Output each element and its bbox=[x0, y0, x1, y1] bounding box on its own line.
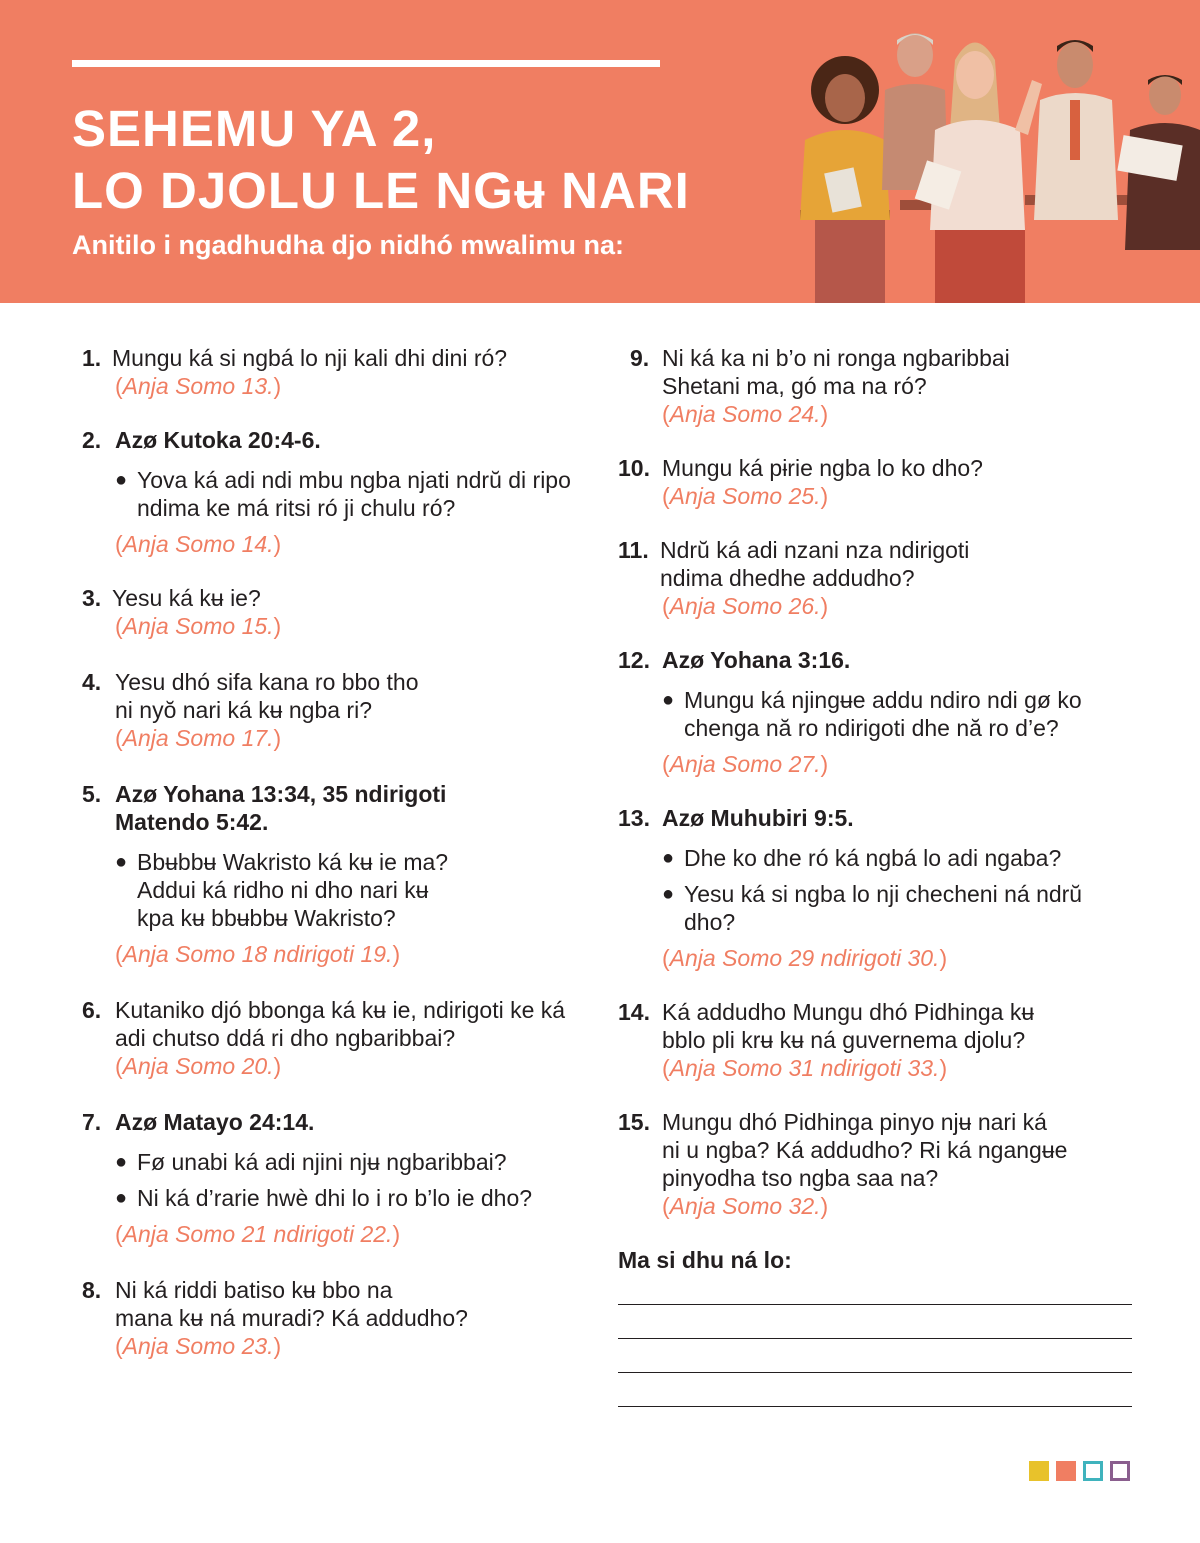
bullet-item: ● Dhe ko dhe ró ká ngbá lo adi ngaba? bbox=[662, 845, 1062, 871]
header-banner bbox=[0, 0, 1200, 303]
question-5 bbox=[82, 780, 582, 968]
question-12 bbox=[618, 646, 1138, 778]
question-number: 12. bbox=[618, 647, 650, 673]
bullet-item: ● Mungu ká njingʉe addu ndiro ndi gø ko chenga nă ro ndirigoti dhe nă ro d’e? bbox=[662, 687, 1082, 741]
question-text: Azø Muhubiri 9:5. bbox=[662, 805, 854, 831]
bullet-icon: ● bbox=[115, 1187, 128, 1209]
question-text: Azø Kutoka 20:4-6. bbox=[115, 427, 321, 453]
bullet-item: ● Yesu ká si ngba lo nji checheni ná ndrŭ dho? bbox=[662, 881, 1083, 935]
question-number: 1. bbox=[82, 345, 102, 371]
questions-left-column bbox=[82, 344, 582, 1360]
question-3 bbox=[82, 584, 582, 640]
question-4 bbox=[82, 668, 582, 752]
teal-outline-square-icon bbox=[1083, 1461, 1103, 1481]
lesson-reference: (Anja Somo 21 ndirigoti 22.) bbox=[115, 1221, 401, 1247]
question-number: 4. bbox=[82, 669, 102, 695]
question-text: Mungu ká si ngbá lo nji kali dhi dini ró? bbox=[112, 345, 508, 371]
bullet-icon: ● bbox=[115, 1151, 128, 1173]
lesson-reference: (Anja Somo 29 ndirigoti 30.) bbox=[662, 945, 948, 971]
bullet-item: ● Fø unabi ká adi njini njʉ ngbaribbai? bbox=[115, 1149, 507, 1175]
question-2 bbox=[82, 426, 582, 558]
question-number: 14. bbox=[618, 999, 650, 1025]
yellow-square-icon bbox=[1029, 1461, 1049, 1481]
coral-square-icon bbox=[1056, 1461, 1076, 1481]
question-text: Kutaniko djó bbonga ká kʉ ie, ndirigoti ke ká adi chutso ddá ri dho ngbaribbai? bbox=[115, 997, 566, 1051]
question-number: 10. bbox=[618, 455, 650, 481]
question-8 bbox=[82, 1276, 582, 1360]
lesson-reference: (Anja Somo 18 ndirigoti 19.) bbox=[115, 941, 401, 967]
people-seated-illustration bbox=[770, 20, 1200, 303]
question-text: Ni ká ka ni b’o ni ronga ngbaribbai Shetani ma, gó ma na ró? bbox=[662, 345, 1010, 399]
question-text: Ká addudho Mungu dhó Pidhinga kʉ bblo pli krʉ kʉ ná guvernema djolu? bbox=[662, 999, 1035, 1053]
notes-label: Ma si dhu ná lo: bbox=[618, 1247, 792, 1273]
question-number: 8. bbox=[82, 1277, 102, 1303]
question-number: 7. bbox=[82, 1109, 102, 1135]
title-line-1: SEHEMU YA 2, bbox=[72, 100, 437, 157]
question-1 bbox=[82, 344, 582, 400]
bullet-icon: ● bbox=[115, 851, 128, 873]
lesson-reference: (Anja Somo 31 ndirigoti 33.) bbox=[662, 1055, 948, 1081]
bullet-item: ● Yova ká adi ndi mbu ngba njati ndrŭ di ripo ndima ke má ritsi ró ji chulu ró? bbox=[115, 467, 571, 521]
lesson-reference: (Anja Somo 17.) bbox=[115, 725, 282, 751]
lesson-reference: (Anja Somo 20.) bbox=[115, 1053, 282, 1079]
question-number: 2. bbox=[82, 427, 102, 453]
decorative-squares bbox=[1029, 1461, 1130, 1481]
question-14 bbox=[618, 998, 1138, 1082]
question-text: Yesu ká kʉ ie? bbox=[112, 585, 261, 611]
question-text: Ni ká riddi batiso kʉ bbo na mana kʉ ná muradi? Ká addudho? bbox=[115, 1277, 468, 1331]
note-line[interactable] bbox=[618, 1372, 1132, 1373]
question-text: Azø Matayo 24:14. bbox=[115, 1109, 315, 1135]
purple-outline-square-icon bbox=[1110, 1461, 1130, 1481]
question-number: 15. bbox=[618, 1109, 650, 1135]
note-line[interactable] bbox=[618, 1304, 1132, 1305]
header-rule bbox=[72, 60, 660, 67]
question-text: Mungu dhó Pidhinga pinyo njʉ nari ká ni u ngba? Ká addudho? Ri ká ngangʉe pinyodha tso ngba saa na? bbox=[662, 1109, 1068, 1191]
question-text: Yesu dhó sifa kana ro bbo tho ni nyŏ nari ká kʉ ngba ri? bbox=[115, 669, 419, 723]
page-title bbox=[72, 98, 690, 222]
lesson-reference: (Anja Somo 32.) bbox=[662, 1193, 829, 1219]
question-6 bbox=[82, 996, 582, 1080]
lesson-reference: (Anja Somo 13.) bbox=[115, 373, 282, 399]
lesson-reference: (Anja Somo 27.) bbox=[662, 751, 829, 777]
question-text: Mungu ká pɨrie ngba lo ko dho? bbox=[662, 455, 983, 481]
note-line[interactable] bbox=[618, 1406, 1132, 1407]
lesson-reference: (Anja Somo 14.) bbox=[115, 531, 282, 557]
notes-section bbox=[618, 1246, 1138, 1407]
question-10 bbox=[618, 454, 1138, 510]
question-15 bbox=[618, 1108, 1138, 1220]
question-number: 5. bbox=[82, 781, 102, 807]
page-subtitle: Anitilo i ngadhudha djo nidhó mwalimu na: bbox=[72, 230, 624, 260]
question-number: 9. bbox=[630, 345, 650, 371]
question-number: 13. bbox=[618, 805, 650, 831]
question-number: 6. bbox=[82, 997, 102, 1023]
question-text: Ndrŭ ká adi nzani nza ndirigoti ndima dhedhe addudho? bbox=[660, 537, 970, 591]
question-7 bbox=[82, 1108, 582, 1248]
bullet-item: ● Bbʉbbʉ Wakristo ká kʉ ie ma? Addui ká ridho ni dho nari kʉ kpa kʉ bbʉbbʉ Wakristo? bbox=[115, 849, 449, 931]
lesson-reference: (Anja Somo 15.) bbox=[115, 613, 282, 639]
bullet-icon: ● bbox=[115, 469, 128, 491]
lesson-reference: (Anja Somo 24.) bbox=[662, 401, 829, 427]
question-number: 11. bbox=[618, 537, 649, 563]
lesson-reference: (Anja Somo 23.) bbox=[115, 1333, 282, 1359]
questions-right-column bbox=[618, 344, 1138, 1407]
bullet-item: ● Ni ká d’rarie hwè dhi lo i ro b’lo ie dho? bbox=[115, 1185, 533, 1211]
bullet-icon: ● bbox=[662, 689, 675, 711]
question-13 bbox=[618, 804, 1138, 972]
question-number: 3. bbox=[82, 585, 102, 611]
bullet-icon: ● bbox=[662, 847, 675, 869]
question-text: Azø Yohana 13:34, 35 ndirigoti Matendo 5:42. bbox=[115, 781, 447, 835]
title-line-2: LO DJOLU LE NGʉ NARI bbox=[72, 162, 690, 219]
question-11 bbox=[618, 536, 1138, 620]
lesson-reference: (Anja Somo 26.) bbox=[662, 593, 829, 619]
lesson-reference: (Anja Somo 25.) bbox=[662, 483, 829, 509]
note-line[interactable] bbox=[618, 1338, 1132, 1339]
question-9 bbox=[618, 344, 1138, 428]
question-text: Azø Yohana 3:16. bbox=[662, 647, 851, 673]
bullet-icon: ● bbox=[662, 883, 675, 905]
